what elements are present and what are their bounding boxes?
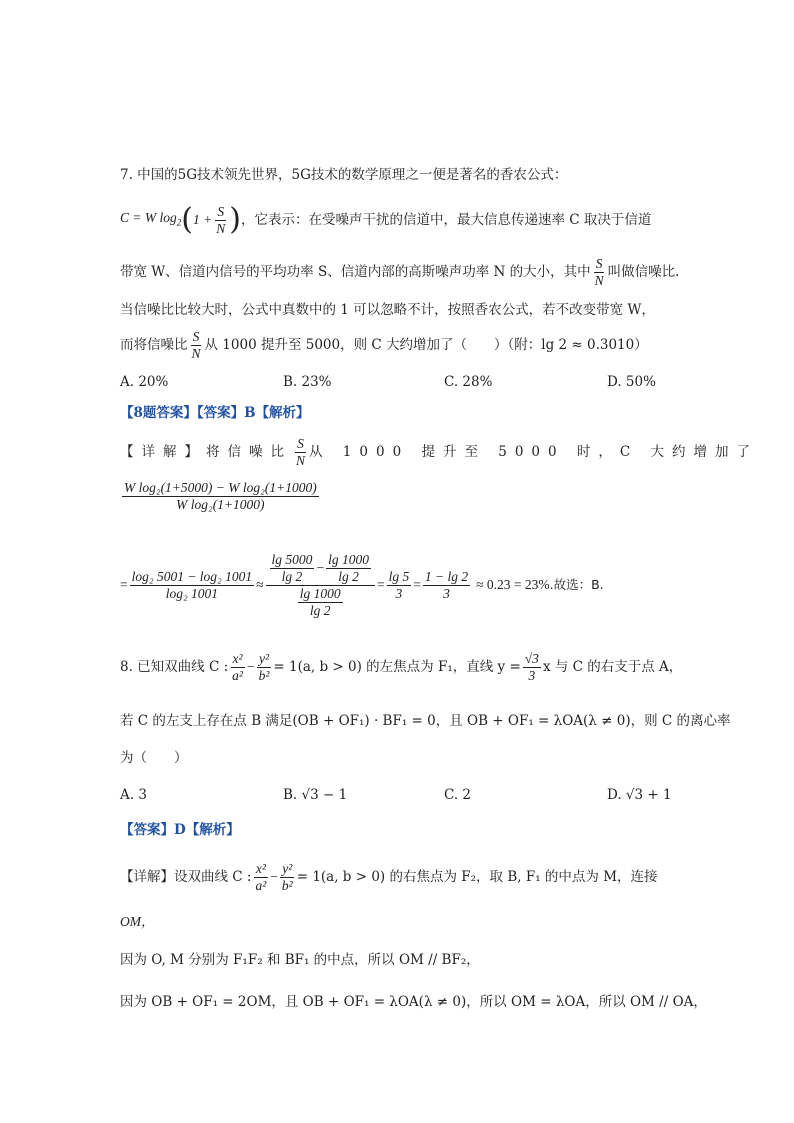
- snr-fraction-3: $\frac{S}{N}$: [191, 328, 201, 361]
- a8-line-b: 因为 OB + OF₁ = 2OM，且 OB + OF₁ = λOA(λ ≠ 0)，所以 OM = λOA，所以 OM // OA，: [120, 994, 707, 1010]
- q8-option-b: B. √3 − 1: [283, 787, 348, 803]
- snr-fraction: $\frac{S}{N}$: [216, 203, 226, 236]
- chain-fraction-1: $\frac{\text{log₂ 5001 − log₂ 1001}}{\text{log₂ 1001}}$: [131, 568, 253, 601]
- q7-line2-text: ，它表示：在受噪声干扰的信道中，最大信息传递速率 C 取决于信道: [240, 212, 652, 228]
- chain-fraction-2: $\frac{\lg 5000}{\lg 2}$ − $\frac{\lg 1000}{\lg 2}$ $\frac{\lg 1000}{\lg 2}$: [266, 552, 375, 619]
- a8-line-a: 因为 O, M 分别为 F₁F₂ 和 BF₁ 的中点，所以 OM // BF₂，: [120, 952, 480, 968]
- a7-chain-line: = $\frac{\text{log₂ 5001 − log₂ 1001}}{\text{log₂ 1001}}$ ≈ $\frac{\lg 5000}{\lg 2}$ − $\frac{\lg 1000}{\lg 2}$ $\frac{\lg 1000}{\lg 2}$ = $\frac{\lg 5}{3}$ = $\frac{1 - \lg 2}{3}$ ≈ 0.23 = 23% .故选：B.: [120, 551, 604, 618]
- right-paren: ): [229, 202, 241, 237]
- q8-line1: 8. 已知双曲线 C : $\frac{\text{x²}}{\text{a²}}$ − $\frac{\text{y²}}{\text{b²}}$ = 1(a, b > 0) 的左焦点为 F₁，直线 y = $\frac{√3}{3}$ x 与 C 的右支于点 A，: [120, 650, 683, 683]
- a8-om-line: OM，: [120, 914, 155, 929]
- a7-tag-line: 【8题答案】【答案】B【解析】: [120, 405, 310, 421]
- snr-fraction-4: $\frac{S}{N}$: [296, 435, 306, 468]
- a8-tag-line: 【答案】D【解析】: [120, 822, 240, 838]
- a8-detail-line: 【详解】设双曲线 C : $\frac{\text{x²}}{\text{a²}}$ − $\frac{\text{y²}}{\text{b²}}$ = 1(a, b > 0) 的右焦点为 F₂，取 B, F₁ 的中点为 M，连接: [120, 860, 658, 893]
- formula-one-plus: 1 +: [192, 212, 213, 227]
- q8-option-d: D. √3 + 1: [607, 787, 672, 803]
- q7-option-b: B. 23%: [283, 374, 332, 390]
- q8-option-a: A. 3: [120, 787, 147, 803]
- left-paren: (: [181, 202, 193, 237]
- chain-fraction-4: $\frac{1 - \lg 2}{3}$: [424, 568, 469, 601]
- q7-line4: 当信噪比比较大时，公式中真数中的 1 可以忽略不计，按照香农公式，若不改变带宽 W，: [120, 302, 655, 318]
- q7-line1: 7. 中国的5G技术领先世界，5G技术的数学原理之一便是著名的香农公式：: [120, 167, 568, 183]
- chain-fraction-3: $\frac{\lg 5}{3}$: [388, 568, 410, 601]
- q8-line2: 若 C 的左支上存在点 B 满足(OB + OF₁) · BF₁ = 0，且 OB + OF₁ = λOA(λ ≠ 0)，则 C 的离心率: [120, 713, 731, 729]
- formula-prefix: C = W $\log_2$: [120, 209, 182, 228]
- q8-line3: 为（ ）: [120, 750, 188, 766]
- snr-fraction-2: $\frac{S}{N}$: [594, 255, 604, 288]
- a7-big-fraction: $\frac{\text{W log₂(1+5000) − W log₂(1+1000)}}{\text{W log₂(1+1000)}}$: [124, 480, 317, 512]
- a7-detail-line: 【详解】将信噪比 $\frac{S}{N}$ 从 1000 提升至 5000 时，C 大约增加了: [120, 435, 759, 468]
- q8-option-c: C. 2: [444, 787, 472, 803]
- q7-line3: 带宽 W、信道内信号的平均功率 S、信道内部的高斯噪声功率 N 的大小，其中 $\frac{S}{N}$ 叫做信噪比.: [120, 255, 680, 288]
- q7-option-c: C. 28%: [444, 374, 493, 390]
- q7-option-a: A. 20%: [120, 374, 169, 390]
- q7-line5: 而将信噪比 $\frac{S}{N}$ 从 1000 提升至 5000，则 C 大约增加了（ ）（附：lg 2 ≈ 0.3010）: [120, 328, 648, 361]
- q7-option-d: D. 50%: [607, 374, 656, 390]
- q7-formula-line: [120, 200, 651, 240]
